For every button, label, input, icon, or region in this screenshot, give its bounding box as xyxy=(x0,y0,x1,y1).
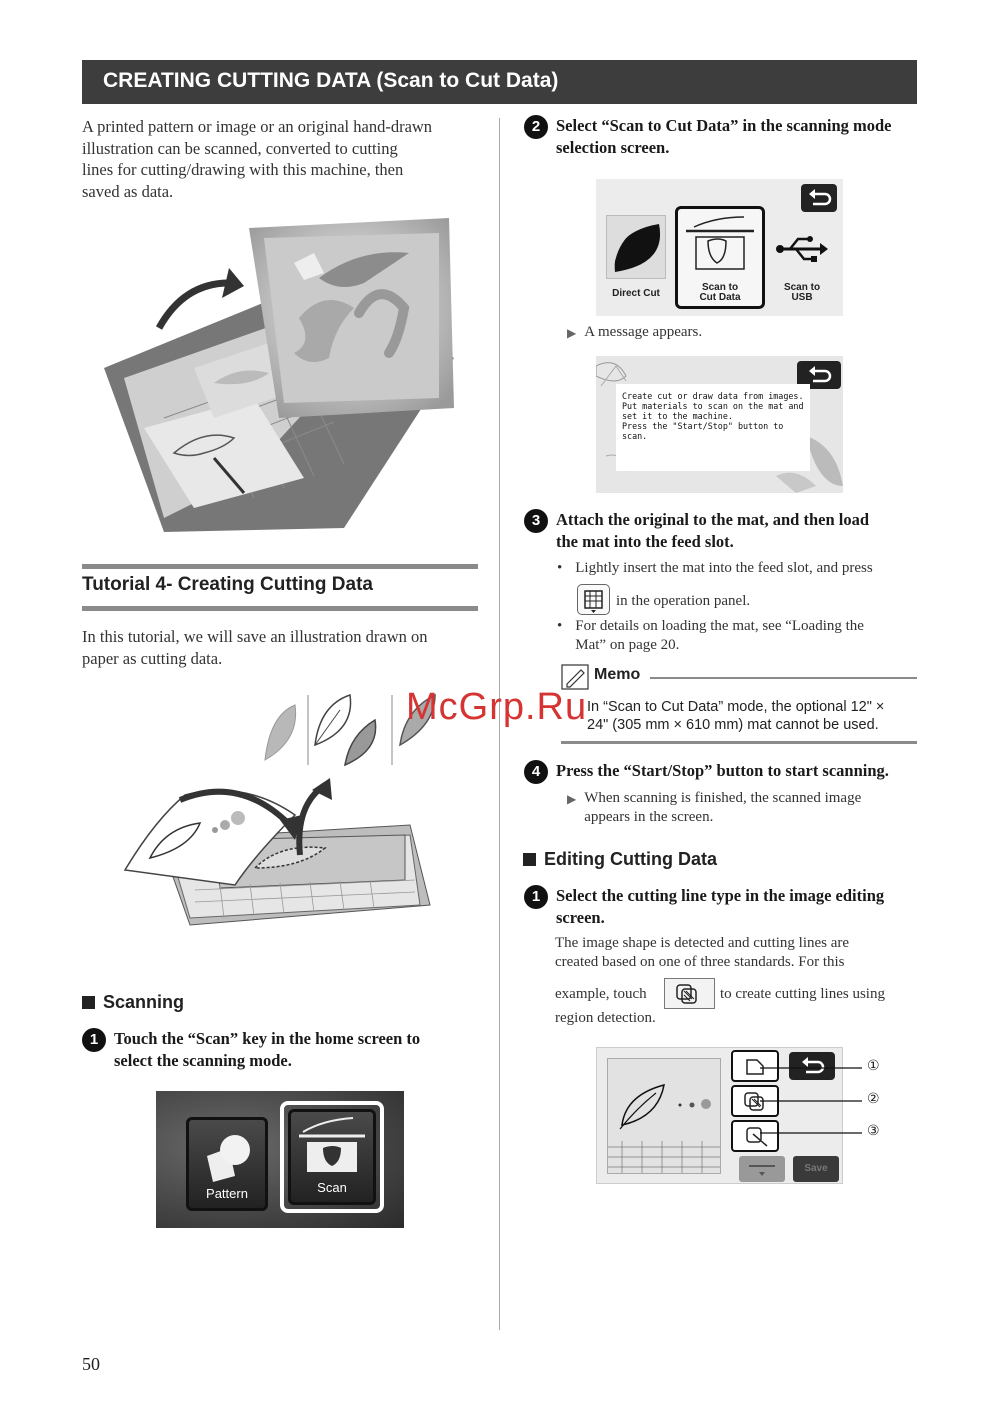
memo-line: 24" (305 mm × 610 mm) mat cannot be used. xyxy=(587,717,879,733)
step-number-icon: 1 xyxy=(524,885,548,909)
label-line: Scan to xyxy=(783,282,821,293)
scanning-step-1 xyxy=(82,1028,482,1071)
intro-line: A printed pattern or image or an original hand-drawn xyxy=(82,117,433,136)
step-number-icon: 4 xyxy=(524,760,548,784)
direct-cut-label: Direct Cut xyxy=(612,288,660,299)
memo-line: In “Scan to Cut Data” mode, the optional 12" × xyxy=(587,699,885,715)
message-line: Press the "Start/Stop" button to scan. xyxy=(622,421,784,441)
intro-line: saved as data. xyxy=(82,181,174,201)
memo-rule-top xyxy=(650,677,917,679)
step-line: Select the cutting line type in the image editing xyxy=(556,886,885,905)
callout-number-2: ② xyxy=(867,1091,880,1107)
step-line: screen. xyxy=(556,907,605,927)
memo-rule-bottom xyxy=(561,741,917,744)
scan-mode-screen xyxy=(596,179,843,316)
step-3 xyxy=(524,509,919,552)
message-line: Create cut or draw data from images. xyxy=(622,391,804,401)
scan-key[interactable] xyxy=(288,1109,376,1205)
leaf-icon xyxy=(607,216,665,278)
pattern-icon xyxy=(189,1126,265,1186)
step-instruction xyxy=(556,115,892,158)
tutorial-title: Tutorial 4- Creating Cutting Data xyxy=(82,574,373,595)
step-line: Touch the “Scan” key in the home screen to xyxy=(114,1029,421,1048)
scanned-leaf-preview xyxy=(608,1059,720,1173)
intro-line: illustration can be scanned, converted to cutting xyxy=(82,138,398,158)
step-instruction xyxy=(556,509,869,552)
watermark-text: McGrp.Ru xyxy=(406,686,588,728)
bullet-dot: • xyxy=(557,618,563,634)
save-button[interactable]: Save xyxy=(793,1156,839,1182)
memo-title: Memo xyxy=(594,666,641,683)
callout-number-1: ① xyxy=(867,1058,880,1074)
callout-number-3: ③ xyxy=(867,1123,880,1139)
direct-cut-key[interactable] xyxy=(606,215,666,279)
step-4-result xyxy=(567,789,861,827)
label-line: USB xyxy=(791,292,813,303)
region-detection-icon xyxy=(665,979,714,1008)
result-line: When scanning is finished, the scanned image xyxy=(584,790,862,806)
step-3-bullet-1 xyxy=(557,559,873,578)
message-screen xyxy=(596,356,843,493)
scan-grid-icon xyxy=(578,585,609,614)
editing-heading xyxy=(523,849,717,870)
result-arrow-icon: ▶ xyxy=(567,792,577,806)
example-text-pre: example, touch xyxy=(555,986,647,1002)
step-4 xyxy=(524,760,919,784)
step-3-bullet-2 xyxy=(557,617,907,655)
pattern-key[interactable] xyxy=(186,1117,268,1211)
scan-icon xyxy=(291,1116,373,1176)
tutorial-paragraph xyxy=(82,626,482,669)
tutorial-illustration xyxy=(120,690,450,946)
page-number: 50 xyxy=(82,1354,100,1374)
back-arrow-icon xyxy=(801,184,837,212)
editing-heading-text: Editing Cutting Data xyxy=(544,849,717,869)
section-header-bar xyxy=(82,60,917,104)
editing-description xyxy=(555,934,915,972)
edit-mode-icon xyxy=(739,1156,785,1182)
description-line: created based on one of three standards. For this xyxy=(555,954,845,970)
step-number-icon: 1 xyxy=(82,1028,106,1052)
message-line: set it to the machine. xyxy=(622,411,733,421)
back-button[interactable] xyxy=(801,184,837,212)
example-text-line2: region detection. xyxy=(555,1010,656,1026)
message-box xyxy=(616,384,810,471)
step-line: the mat into the feed slot. xyxy=(556,531,734,551)
memo-text xyxy=(587,698,917,734)
bullet-text: Lightly insert the mat into the feed slot, and press xyxy=(575,560,873,576)
edit-mode-button[interactable] xyxy=(739,1156,785,1182)
step-instruction xyxy=(556,885,884,928)
step-2 xyxy=(524,115,919,158)
step-2-result xyxy=(567,323,702,343)
bullet-text-continued: in the operation panel. xyxy=(616,593,751,609)
home-screen xyxy=(156,1091,404,1228)
bullet-text xyxy=(575,617,864,655)
step-line: Attach the original to the mat, and then load xyxy=(556,510,870,529)
label-line: Scan to xyxy=(701,282,739,293)
step-number-icon: 2 xyxy=(524,115,548,139)
tutorial-rule-bottom xyxy=(82,606,478,611)
example-text-post: to create cutting lines using xyxy=(720,986,885,1002)
scan-to-cut-icon xyxy=(678,215,762,275)
step-line: select the scanning mode. xyxy=(114,1050,292,1070)
scanning-heading xyxy=(82,992,184,1013)
editing-step-1 xyxy=(524,885,919,928)
result-arrow-icon: ▶ xyxy=(567,326,577,340)
callout-lines xyxy=(760,1060,870,1140)
label-line: Cut Data xyxy=(699,292,741,303)
start-stop-button-icon xyxy=(577,584,610,615)
result-text xyxy=(584,789,861,827)
bullet-line: For details on loading the mat, see “Loading the xyxy=(575,618,864,634)
page-title: CREATING CUTTING DATA (Scan to Cut Data) xyxy=(103,69,559,92)
scan-to-usb-label xyxy=(768,283,836,303)
intro-line: lines for cutting/drawing with this machine, then xyxy=(82,160,404,179)
step-line: selection screen. xyxy=(556,137,670,157)
step-instruction: Press the “Start/Stop” button to start scanning. xyxy=(556,761,889,780)
result-line: appears in the screen. xyxy=(584,809,714,825)
description-line: The image shape is detected and cutting lines are xyxy=(555,935,850,951)
scan-to-usb-key[interactable] xyxy=(776,229,828,269)
tutorial-line: paper as cutting data. xyxy=(82,648,223,668)
tutorial-rule-top xyxy=(82,564,478,569)
scan-to-cut-data-key[interactable] xyxy=(675,206,765,309)
region-detection-button-icon xyxy=(664,978,715,1009)
result-text: A message appears. xyxy=(584,324,703,340)
tutorial-line: In this tutorial, we will save an illustration drawn on xyxy=(82,627,428,646)
bullet-line: Mat” on page 20. xyxy=(575,637,680,653)
step-number-icon: 3 xyxy=(524,509,548,533)
bullet-dot: • xyxy=(557,560,563,576)
scan-cut-illustration xyxy=(104,218,454,532)
scan-label: Scan xyxy=(317,1180,347,1195)
scan-to-cut-data-label xyxy=(678,283,762,303)
usb-icon xyxy=(776,229,828,269)
step-instruction xyxy=(114,1028,420,1071)
step-line: Select “Scan to Cut Data” in the scanning mode xyxy=(556,116,892,135)
message-line: Put materials to scan on the mat and xyxy=(622,401,804,411)
scanning-heading-text: Scanning xyxy=(103,992,185,1012)
pattern-label: Pattern xyxy=(206,1186,248,1201)
section-square-icon xyxy=(82,996,95,1009)
intro-paragraph xyxy=(82,116,482,202)
section-square-icon xyxy=(523,853,536,866)
scanned-image-preview xyxy=(607,1058,721,1174)
